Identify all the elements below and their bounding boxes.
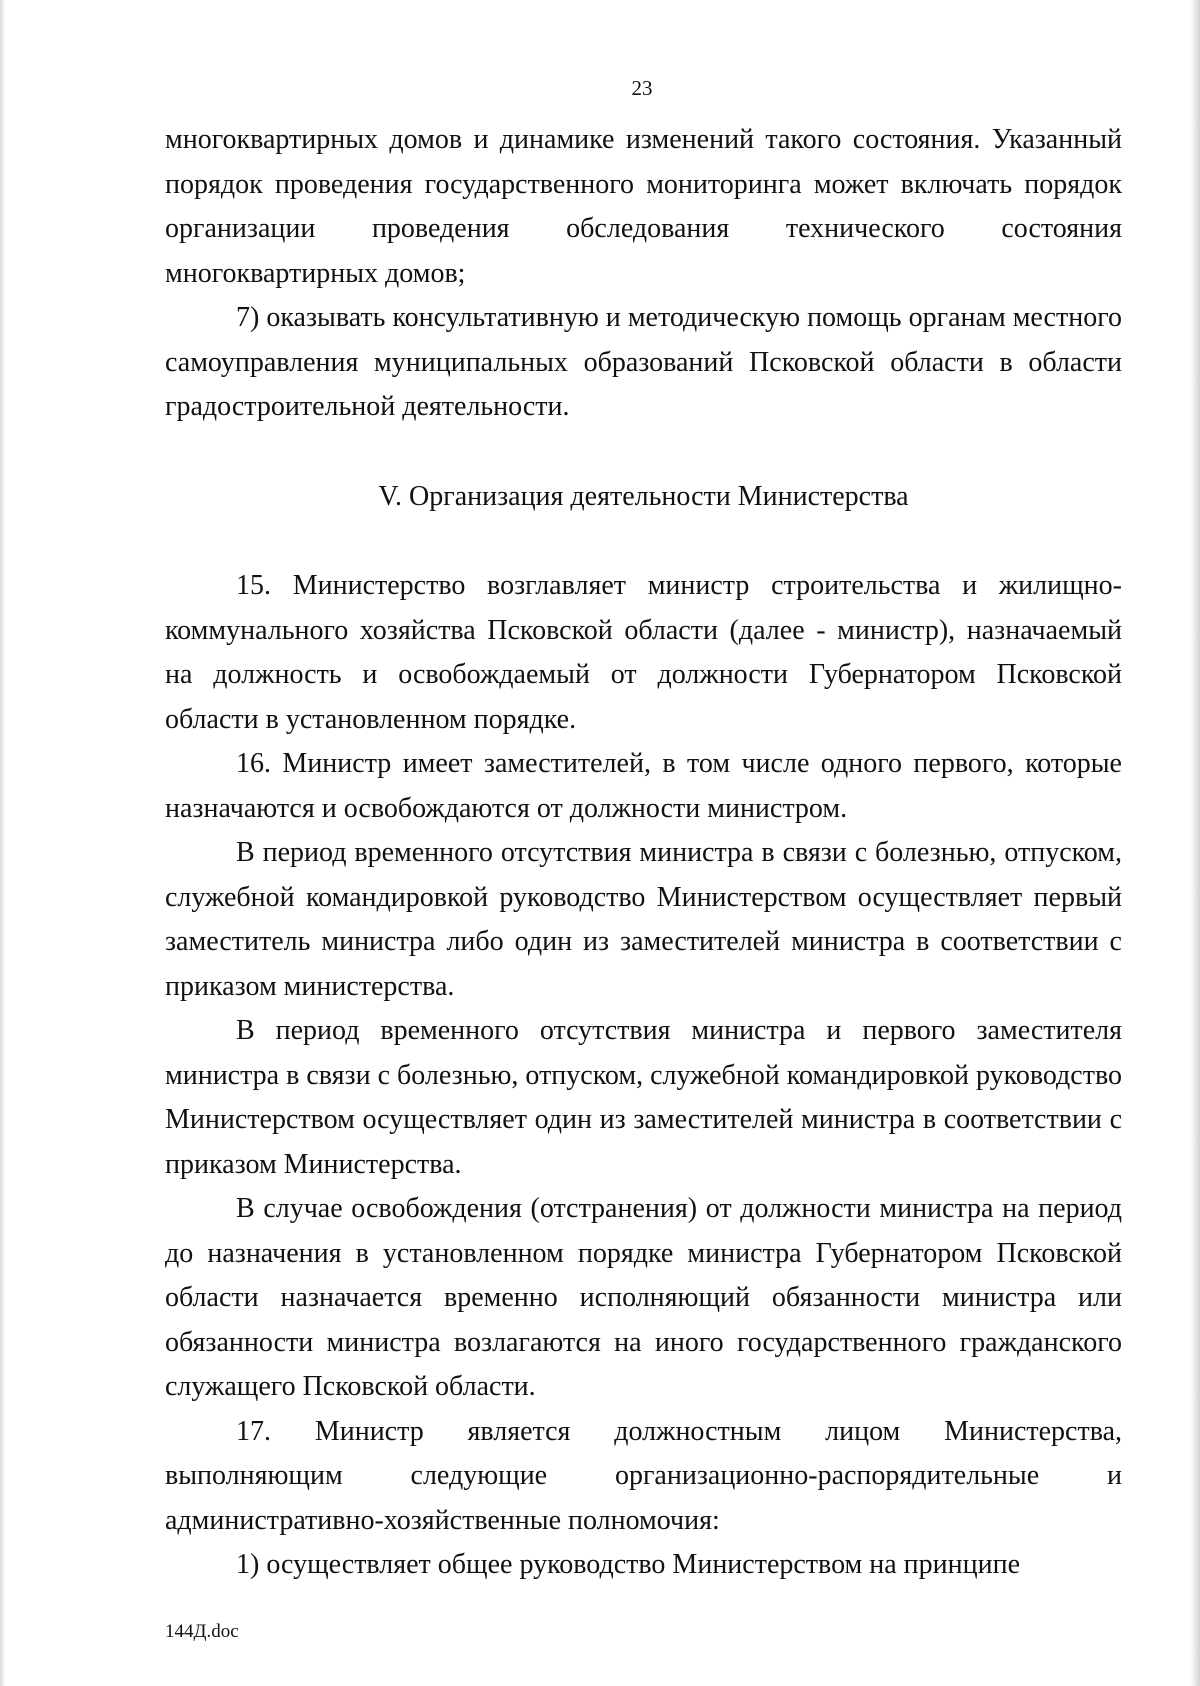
document-body xyxy=(165,118,1122,1588)
paragraph-15: 15. Министерство возглавляет министр строительства и жилищно-коммунального хозяйства Псковской области (далее - министр), назначаемый на должность и освобождаемый от должности Губернатором Псковской области в установленном порядке. xyxy=(165,570,1122,735)
paragraph-16: 16. Министр имеет заместителей, в том числе одного первого, которые назначаются и освобождаются от должности министром. xyxy=(165,748,1122,824)
footer-filename: 144Д.doc xyxy=(165,1621,239,1642)
scan-edge-left xyxy=(0,0,6,1686)
paragraph-16-dismissal: В случае освобождения (отстранения) от должности министра на период до назначения в установленном порядке министра Губернатором Псковской области назначается временно исполняющий обязанности министра или обязанности министра возлагаются на иного государственного гражданского служащего Псковской области. xyxy=(165,1193,1122,1402)
paragraph-continuation: многоквартирных домов и динамике изменений такого состояния. Указанный порядок проведения государственного мониторинга может включать порядок организации проведения обследования технического состояния многоквартирных домов; xyxy=(165,124,1122,289)
paragraph-16-temporary-absence: В период временного отсутствия министра в связи с болезнью, отпуском, служебной командировкой руководство Министерством осуществляет первый заместитель министра либо один из заместителей министра в соответствии с приказом министерства. xyxy=(165,837,1122,1002)
section-heading: V. Организация деятельности Министерства xyxy=(378,480,909,512)
paragraph-17: 17. Министр является должностным лицом Министерства, выполняющим следующие организационно-распорядительные и административно-хозяйственные полномочия: xyxy=(165,1415,1122,1536)
page-number: 23 xyxy=(631,76,653,100)
scan-edge-right xyxy=(1190,0,1200,1686)
paragraph-item-7: 7) оказывать консультативную и методическую помощь органам местного самоуправления муниципальных образований Псковской области в области градостроительной деятельности. xyxy=(165,302,1122,422)
paragraph-16-first-deputy-absence: В период временного отсутствия министра и первого заместителя министра в связи с болезнью, отпуском, служебной командировкой руководство Министерством осуществляет один из заместителей министра в соответствии с приказом Министерства. xyxy=(165,1015,1122,1180)
paragraph-17-item-1: 1) осуществляет общее руководство Министерством на принципе xyxy=(236,1549,1020,1580)
